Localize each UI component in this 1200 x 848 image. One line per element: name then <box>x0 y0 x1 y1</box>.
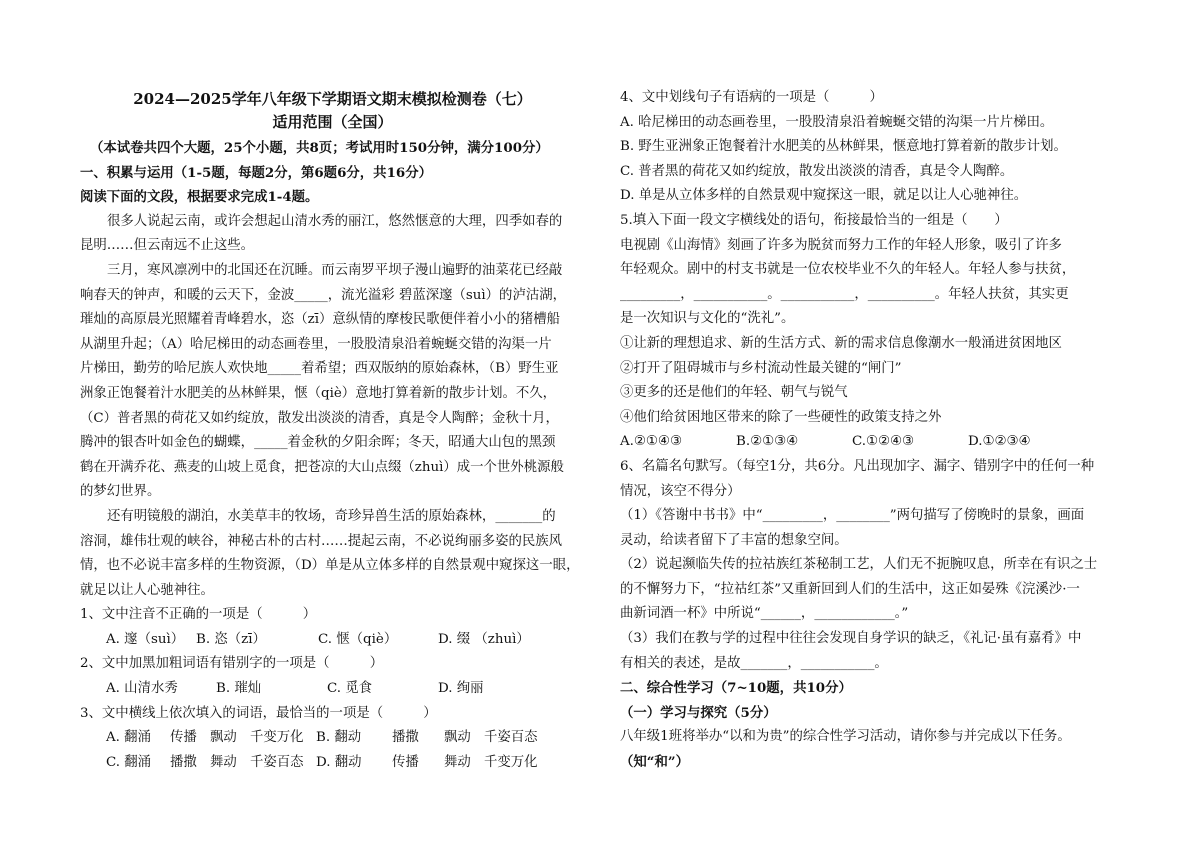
section2-intro: 八年级1班将举办“以和为贵”的综合性学习活动，请你参与并完成以下任务。 <box>620 729 1071 745</box>
passage-line: （C）普者黑的荷花又如约绽放，散发出淡淡的清香，真是令人陶醉；金秋十月， <box>80 410 559 426</box>
passage-line: 三月，寒风凛冽中的北国还在沉睡。而云南罗平坝子漫山遍野的油菜花已经敲 <box>107 262 563 278</box>
q5-option-a[interactable]: A.②①④③ <box>620 434 682 450</box>
q6-line: 灵动，给读者留下了丰富的想象空间。 <box>620 532 848 548</box>
q3-word: 舞动 <box>210 754 237 770</box>
q1-option-b[interactable]: B. 恣（zī） <box>196 631 266 647</box>
q5-option-b[interactable]: B.②①③④ <box>736 434 799 450</box>
q5-item: ②打开了阻碍城市与乡村流动性最关键的“闸门” <box>620 360 902 376</box>
question-1-options <box>80 628 585 653</box>
passage-line: 片梯田，勤劳的哈尼族人欢快地_____着希望；西双版纳的原始森林，（B）野生亚 <box>80 361 559 377</box>
passage-line: 溶洞，雄伟壮观的峡谷，神秘古朴的古村……提起云南，不必说绚丽多姿的民族风 <box>80 533 563 549</box>
exam-subtitle: 适用范围（全国） <box>272 113 393 131</box>
section2-heading: 二、综合性学习（7~10题，共10分） <box>620 680 852 697</box>
section2-sub: （一）学习与探究（5分） <box>620 704 777 721</box>
q6-line: 曲新词酒一杯》中所说“______，____________。” <box>620 606 909 622</box>
exam-note: （本试卷共四个大题，25个小题，共8页；考试用时150分钟，满分100分） <box>90 140 549 156</box>
q3-word: 千变万化 <box>484 754 538 770</box>
q6-line: （2）说起濒临失传的拉祜族红茶秘制工艺，人们无不扼腕叹息，所幸在有识之士 <box>620 557 1098 573</box>
q3-word[interactable]: B. 翻动 <box>316 730 362 746</box>
q5-item: ①让新的理想追求、新的生活方式、新的需求信息像潮水一般涌进贫困地区 <box>620 335 1062 351</box>
question-4-stem: 4、文中划线句子有语病的一项是（ ） <box>620 90 883 105</box>
question-5-stem: 5.填入下面一段文字横线处的语句，衔接最恰当的一组是（ ） <box>620 212 1008 228</box>
section1-instruction: 阅读下面的文段，根据要求完成1-4题。 <box>80 189 319 206</box>
q5-item: ④他们给贫困地区带来的除了一些硬性的政策支持之外 <box>620 409 942 425</box>
passage-line: 的梦幻世界。 <box>80 484 161 500</box>
q3-options-row <box>80 751 585 776</box>
left-column <box>80 136 585 775</box>
question-3-stem: 3、文中横线上依次填入的词语，最恰当的一项是（ ） <box>80 705 437 721</box>
q3-word: 传播 <box>170 730 197 746</box>
q5-text-line: 电视剧《山海情》刻画了许多为脱贫而努力工作的年轻人形象，吸引了许多 <box>620 237 1062 253</box>
q5-item: ③更多的还是他们的年轻、朝气与锐气 <box>620 385 848 401</box>
q3-word: 飘动 <box>210 730 237 746</box>
q4-option-a[interactable]: A. 哈尼梯田的动态画卷里，一股股清泉沿着蜿蜒交错的沟渠一片片梯田。 <box>620 114 1054 130</box>
q6-line: （3）我们在教与学的过程中往往会发现自身学识的缺乏，《礼记·虽有嘉肴》中 <box>620 631 1082 647</box>
question-5-options <box>620 430 1130 455</box>
q3-word: 千变万化 <box>250 730 304 746</box>
passage-line: 腾冲的银杏叶如金色的蝴蝶，_____着金秋的夕阳余晖；冬天，昭通大山包的黑颈 <box>80 435 556 451</box>
q4-option-b[interactable]: B. 野生亚洲象正饱餐着汁水肥美的丛林鲜果，惬意地打算着新的散步计划。 <box>620 139 1067 155</box>
passage-line: 洲象正饱餐着汁水肥美的丛林鲜果，惬（qiè）意地打算着新的散步计划。不久， <box>80 385 557 401</box>
q2-option-b[interactable]: B. 璀灿 <box>216 681 262 697</box>
question-6-stem: 6、名篇名句默写。（每空1分，共6分。凡出现加字、漏字、错别字中的任何一种 <box>620 458 1095 474</box>
q3-word: 千姿百态 <box>484 730 538 746</box>
q3-word: 舞动 <box>444 754 471 770</box>
question-2-stem: 2、文中加黑加粗词语有错别字的一项是（ ） <box>80 656 384 672</box>
q1-option-c[interactable]: C. 惬（qiè） <box>318 631 398 647</box>
passage-line: 璀灿的高原晨光照耀着青峰碧水，恣（zī）意纵情的摩梭民歌便伴着小小的猪槽船 <box>80 312 561 328</box>
q2-option-a[interactable]: A. 山清水秀 <box>106 681 178 697</box>
question-2-options <box>80 677 585 702</box>
q5-text-line: _________，___________。___________，__________。年轻人扶贫，其实更 <box>620 286 1069 302</box>
q3-word: 传播 <box>392 754 419 770</box>
q6-line: 有相关的表述，是故_______，___________。 <box>620 655 888 671</box>
q5-text-line: 是一次知识与文化的“洗礼”。 <box>620 311 795 327</box>
right-column <box>620 86 1130 775</box>
passage-line: 从湖里升起；（A）哈尼梯田的动态画卷里，一股股清泉沿着蜿蜒交错的沟渠一片 <box>80 336 552 352</box>
passage-line: 昆明……但云南远不止这些。 <box>80 238 255 254</box>
passage-line: 很多人说起云南，或许会想起山清水秀的丽江，悠然惬意的大理，四季如春的 <box>107 213 563 229</box>
q2-option-c[interactable]: C. 觅食 <box>327 681 373 697</box>
q6-line: 的不懈努力下，“拉祜红茶”又重新回到人们的生活中，这正如晏殊《浣溪沙·一 <box>620 581 1080 597</box>
section1-heading: 一、积累与运用（1-5题，每题2分，第6题6分，共16分） <box>80 164 432 181</box>
passage-line: 响春天的钟声，和暖的云天下，金波_____，流光溢彩 碧蓝深邃（suì）的泸沽湖， <box>80 287 567 303</box>
q3-word: 播撒 <box>170 754 197 770</box>
q3-word[interactable]: D. 翻动 <box>316 754 362 770</box>
q5-option-d[interactable]: D.①②③④ <box>968 434 1031 450</box>
q3-word[interactable]: C. 翻涌 <box>106 754 152 770</box>
passage-line: 情，也不必说丰富多样的生物资源，（D）单是从立体多样的自然景观中窥探这一眼， <box>80 558 580 574</box>
question-1-stem: 1、文中注音不正确的一项是（ ） <box>80 607 317 623</box>
q3-word[interactable]: A. 翻涌 <box>106 730 151 746</box>
passage-line: 就足以让人心驰神往。 <box>80 582 214 598</box>
exam-title: 2024—2025学年八年级下学期语文期末模拟检测卷（七） <box>133 90 532 108</box>
passage-line: 还有明镜般的湖泊，水美草丰的牧场，奇珍异兽生活的原始森林，_______的 <box>107 508 556 524</box>
q5-option-c[interactable]: C.①②④③ <box>852 434 915 450</box>
section2-task: （知“和”） <box>620 754 689 771</box>
q4-option-d[interactable]: D. 单是从立体多样的自然景观中窥探这一眼，就足以让人心驰神往。 <box>620 188 1028 204</box>
q3-word: 飘动 <box>444 730 471 746</box>
q3-options-row <box>80 726 585 751</box>
question-6-stem: 情况，该空不得分） <box>620 483 741 499</box>
q3-word: 播撒 <box>392 730 419 746</box>
q6-line: （1）《答谢中书书》中“_________，________”两句描写了傍晚时的景象，画面 <box>620 508 1085 524</box>
q4-option-c[interactable]: C. 普者黑的荷花又如约绽放，散发出淡淡的清香，真是令人陶醉。 <box>620 163 1014 179</box>
q3-word: 千姿百态 <box>250 754 304 770</box>
passage-line: 鹤在开满乔花、燕麦的山坡上觅食，把苍凉的大山点缀（zhuì）成一个世外桃源般 <box>80 459 564 475</box>
q1-option-d[interactable]: D. 缀 （zhuì） <box>438 631 530 647</box>
q1-option-a[interactable]: A. 邃（suì） <box>106 631 185 647</box>
q5-text-line: 年轻观众。剧中的村支书就是一位农校毕业不久的年轻人。年轻人参与扶贫， <box>620 262 1076 278</box>
q2-option-d[interactable]: D. 绚丽 <box>438 681 484 697</box>
